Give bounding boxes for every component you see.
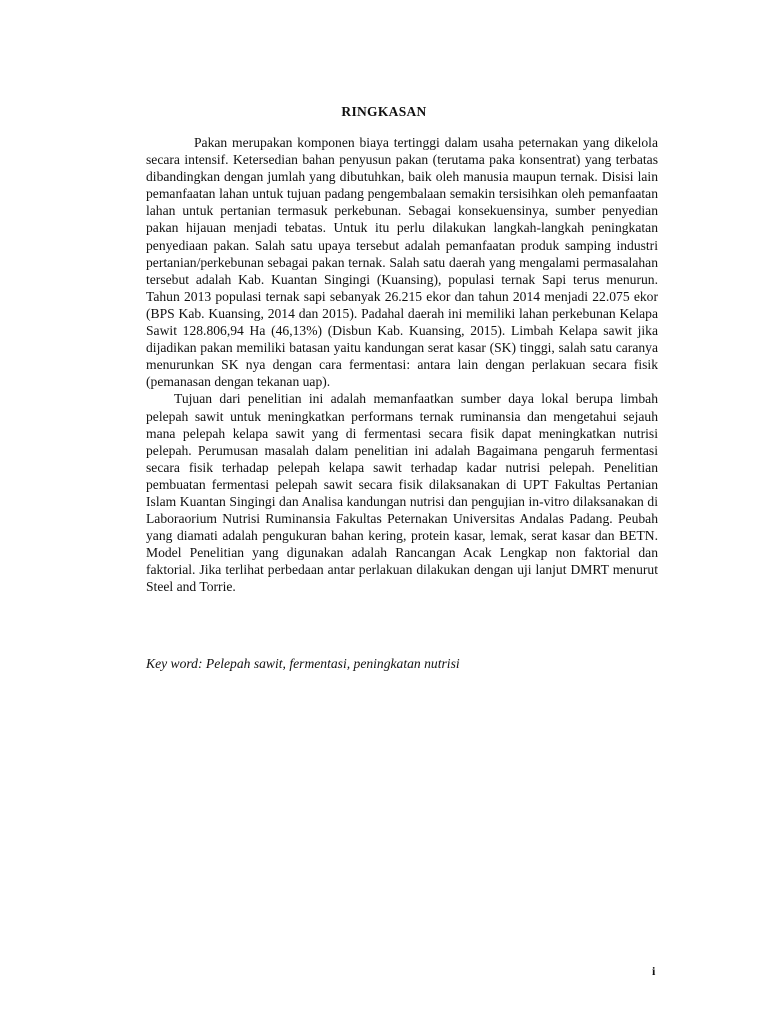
paragraph-1: Pakan merupakan komponen biaya tertinggi dalam usaha peternakan yang dikelola secara intensif. Ketersedian bahan penyusun pakan (terutama paka konsentrat) yang terbatas dibandingkan dengan jumlah yang dibutuhkan, baik oleh manusia maupun ternak. Disisi lain pemanfaatan lahan untuk tujuan padang pengembalaan semakin tersisihkan oleh pemanfaatan lahan untuk pertanian termasuk perkebunan. Sebagai konsekuensinya, sumber penyedian pakan hijauan menjadi tebatas. Untuk itu perlu dilakukan langkah-langkah peningkatan penyediaan pakan. Salah satu upaya tersebut adalah pemanfaatan produk samping industri pertanian/perkebunan sebagai pakan ternak. Salah satu daerah yang mengalami permasalahan tersebut adalah Kab. Kuantan Singingi (Kuansing), populasi ternak Sapi terus menurun. Tahun 2013 populasi ternak sapi sebanyak 26.215 ekor dan tahun 2014 menjadi 22.075 ekor (BPS Kab. Kuansing, 2014 dan 2015). Padahal daerah ini memiliki lahan perkebunan Kelapa Sawit 128.806,94 Ha (46,13%) (Disbun Kab. Kuansing, 2015). Limbah Kelapa sawit jika dijadikan pakan memiliki batasan yaitu kandungan serat kasar (SK) tinggi, salah satu caranya menurunkan SK nya dengan cara fermentasi: antara lain dengan perlakuan secara fisik (pemanasan dengan tekanan uap).: [146, 135, 658, 390]
keywords-line: Key word: Pelepah sawit, fermentasi, peningkatan nutrisi: [146, 656, 460, 671]
summary-body: [146, 134, 658, 596]
page-number: i: [652, 964, 656, 978]
page-title: RINGKASAN: [341, 104, 427, 119]
paragraph-2: Tujuan dari penelitian ini adalah memanfaatkan sumber daya lokal berupa limbah pelepah sawit untuk meningkatkan performans ternak ruminansia dan mengetahui sejauh mana pelepah kelapa sawit yang di fermentasi secara fisik dapat meningkatkan nutrisi pelepah. Perumusan masalah dalam penelitian ini adalah Bagaimana pengaruh fermentasi secara fisik terhadap pelepah kelapa sawit terhadap kadar nutrisi pelepah. Penelitian pembuatan fermentasi pelepah sawit secara fisik dilaksanakan di UPT Fakultas Pertanian Islam Kuantan Singingi dan Analisa kandungan nutrisi dan pengujian in-vitro dilaksanakan di Laboraorium Nutrisi Ruminansia Fakultas Peternakan Universitas Andalas Padang. Peubah yang diamati adalah pengukuran bahan kering, protein kasar, lemak, serat kasar dan BETN. Model Penelitian yang digunakan adalah Rancangan Acak Lengkap non faktorial dan faktorial. Jika terlihat perbedaan antar perlakuan dilakukan dengan uji lanjut DMRT menurut Steel and Torrie.: [146, 391, 658, 595]
